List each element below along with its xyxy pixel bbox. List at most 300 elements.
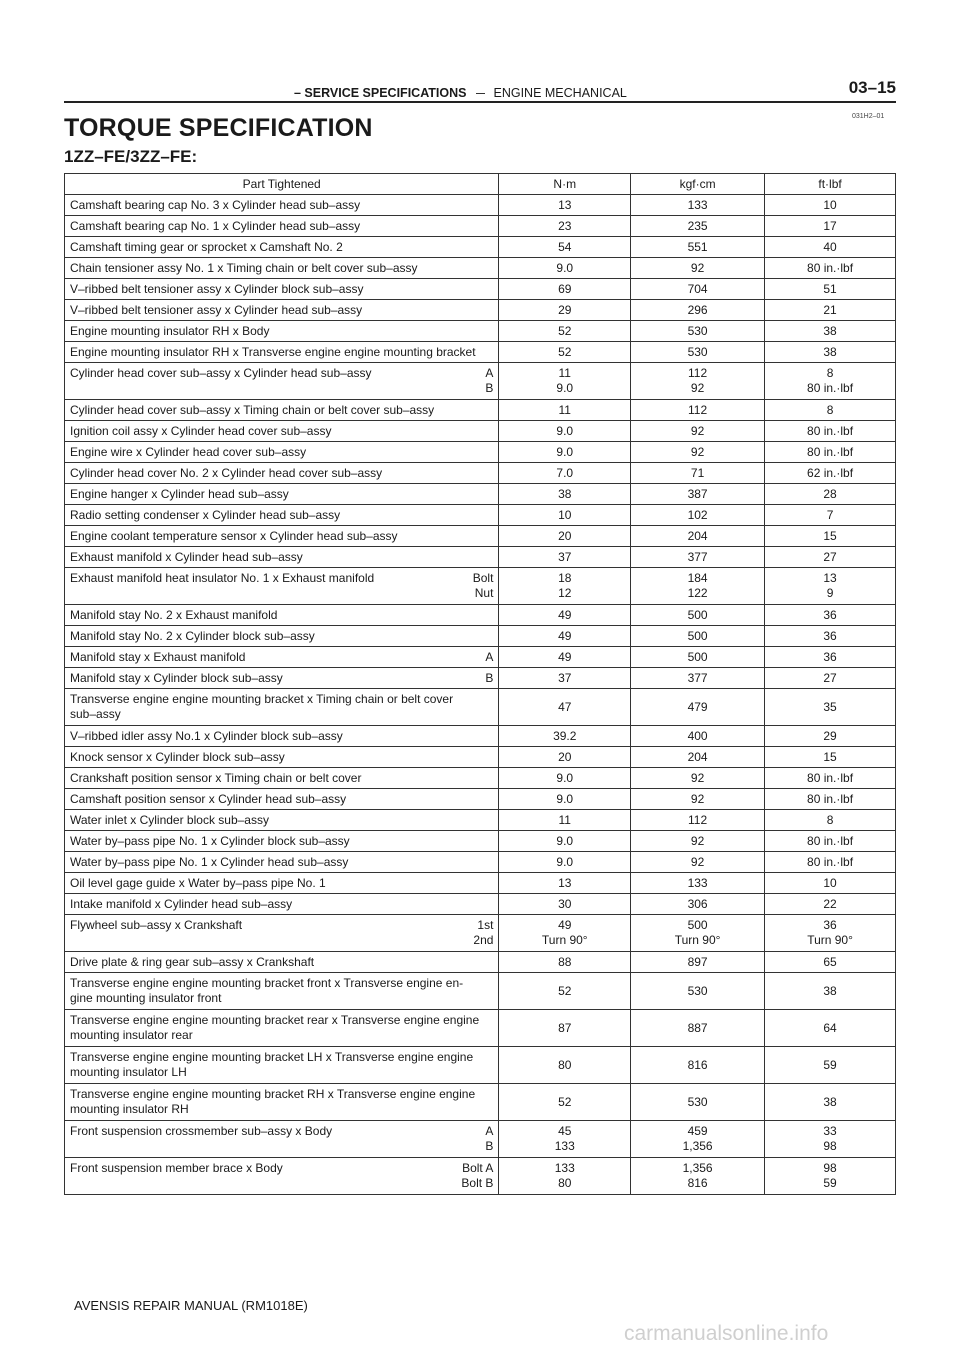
cell-ft: 80 in.·lbf — [765, 421, 896, 442]
part-label: Front suspension crossmember sub–assy x Body — [70, 1124, 333, 1138]
cell-ft: 21 — [765, 300, 896, 321]
cell-ft: 17 — [765, 216, 896, 237]
cell-kgf: 704 — [631, 279, 765, 300]
cell-nm: 133 80 — [499, 1158, 631, 1195]
part-marks: A B — [485, 366, 494, 395]
cell-part — [65, 400, 499, 421]
cell-kgf: 92 — [631, 852, 765, 873]
part-marks: 1st 2nd — [473, 918, 494, 947]
torque-table — [64, 173, 896, 1195]
cell-ft: 59 — [765, 1047, 896, 1084]
cell-ft: 65 — [765, 952, 896, 973]
cell-ft: 80 in.·lbf — [765, 852, 896, 873]
cell-ft: 8 — [765, 810, 896, 831]
cell-part — [65, 831, 499, 852]
part-cell-content — [70, 792, 493, 807]
cell-part — [65, 852, 499, 873]
cell-nm: 29 — [499, 300, 631, 321]
table-row — [65, 626, 896, 647]
part-cell-content — [70, 324, 493, 339]
cell-part — [65, 626, 499, 647]
cell-ft: 8 80 in.·lbf — [765, 363, 896, 400]
cell-part — [65, 279, 499, 300]
cell-ft: 15 — [765, 747, 896, 768]
part-label: Oil level gage guide x Water by–pass pipe No. 1 — [70, 875, 326, 890]
part-marks: B — [485, 670, 494, 685]
footer-text: AVENSIS REPAIR MANUAL (RM1018E) — [74, 1298, 308, 1313]
cell-kgf: 387 — [631, 484, 765, 505]
cell-ft: 80 in.·lbf — [765, 831, 896, 852]
table-row — [65, 915, 896, 952]
table-row — [65, 258, 896, 279]
cell-kgf: 204 — [631, 526, 765, 547]
part-label: Manifold stay No. 2 x Cylinder block sub–assy — [70, 628, 315, 643]
cell-kgf: 500 — [631, 647, 765, 668]
part-label: Engine wire x Cylinder head cover sub–assy — [70, 444, 307, 459]
cell-nm: 9.0 — [499, 789, 631, 810]
cell-nm: 18 12 — [499, 568, 631, 605]
cell-part — [65, 894, 499, 915]
cell-kgf: 816 — [631, 1047, 765, 1084]
part-label: Ignition coil assy x Cylinder head cover sub–assy — [70, 423, 332, 438]
cell-ft: 15 — [765, 526, 896, 547]
cell-part — [65, 300, 499, 321]
cell-nm: 39.2 — [499, 726, 631, 747]
table-row — [65, 363, 896, 400]
table-row — [65, 789, 896, 810]
part-cell-content — [70, 855, 493, 870]
cell-part — [65, 484, 499, 505]
part-label: Camshaft bearing cap No. 3 x Cylinder head sub–assy — [70, 197, 361, 212]
cell-ft: 51 — [765, 279, 896, 300]
part-label: Water inlet x Cylinder block sub–assy — [70, 812, 269, 827]
part-label: V–ribbed idler assy No.1 x Cylinder block sub–assy — [70, 728, 343, 743]
section-title: – SERVICE SPECIFICATIONS — [294, 86, 467, 100]
cell-kgf: 112 — [631, 810, 765, 831]
cell-kgf: 1,356 816 — [631, 1158, 765, 1195]
cell-part — [65, 873, 499, 894]
part-cell-content — [70, 629, 493, 644]
table-row — [65, 768, 896, 789]
table-row — [65, 647, 896, 668]
cell-part — [65, 747, 499, 768]
part-cell-content — [70, 303, 493, 318]
table-row — [65, 726, 896, 747]
cell-ft: 36 — [765, 605, 896, 626]
part-label: Exhaust manifold x Cylinder head sub–assy — [70, 549, 303, 564]
part-label: Intake manifold x Cylinder head sub–assy — [70, 896, 293, 911]
part-cell-content — [70, 834, 493, 849]
section-subtitle: ENGINE MECHANICAL — [493, 86, 627, 100]
cell-nm: 30 — [499, 894, 631, 915]
part-label: Water by–pass pipe No. 1 x Cylinder head sub–assy — [70, 854, 349, 869]
cell-kgf: 102 — [631, 505, 765, 526]
part-cell-content — [70, 1161, 493, 1191]
part-label: Front suspension member brace x Body — [70, 1161, 283, 1175]
part-cell-content — [70, 198, 493, 213]
cell-nm: 9.0 — [499, 831, 631, 852]
cell-ft: 98 59 — [765, 1158, 896, 1195]
part-cell-content — [70, 424, 493, 439]
cell-kgf: 296 — [631, 300, 765, 321]
part-label: Camshaft timing gear or sprocket x Camshaft No. 2 — [70, 239, 343, 254]
cell-kgf: 377 — [631, 547, 765, 568]
cell-kgf: 184 122 — [631, 568, 765, 605]
table-row — [65, 1158, 896, 1195]
part-cell-content — [70, 345, 493, 360]
cell-ft: 10 — [765, 195, 896, 216]
cell-nm: 23 — [499, 216, 631, 237]
cell-kgf: 92 — [631, 442, 765, 463]
cell-nm: 80 — [499, 1047, 631, 1084]
part-cell-content — [70, 1124, 493, 1154]
cell-part — [65, 258, 499, 279]
cell-part — [65, 363, 499, 400]
part-label: Flywheel sub–assy x Crankshaft — [70, 918, 243, 932]
part-cell-content — [70, 976, 493, 1006]
part-label: Manifold stay x Cylinder block sub–assy — [70, 670, 283, 685]
cell-nm: 37 — [499, 547, 631, 568]
part-cell-content — [70, 261, 493, 276]
cell-kgf: 92 — [631, 768, 765, 789]
part-label: Camshaft bearing cap No. 1 x Cylinder head sub–assy — [70, 218, 361, 233]
cell-kgf: 530 — [631, 321, 765, 342]
table-row — [65, 400, 896, 421]
cell-kgf: 377 — [631, 668, 765, 689]
part-cell-content — [70, 876, 493, 891]
part-label: Transverse engine engine mounting bracket x Timing chain or belt cover sub–assy — [70, 692, 454, 721]
engine-subtitle: 1ZZ–FE/3ZZ–FE: — [64, 147, 198, 166]
cell-part — [65, 568, 499, 605]
cell-part — [65, 768, 499, 789]
part-cell-content — [70, 813, 493, 828]
cell-kgf: 112 92 — [631, 363, 765, 400]
part-label: V–ribbed belt tensioner assy x Cylinder head sub–assy — [70, 302, 363, 317]
cell-ft: 22 — [765, 894, 896, 915]
part-cell-content — [70, 692, 493, 722]
table-row — [65, 873, 896, 894]
cell-nm: 20 — [499, 526, 631, 547]
header-ft: ft·lbf — [765, 174, 896, 195]
cell-kgf: 500 — [631, 626, 765, 647]
cell-ft: 36 — [765, 626, 896, 647]
cell-nm: 54 — [499, 237, 631, 258]
part-marks: Bolt A Bolt B — [461, 1161, 494, 1190]
cell-nm: 11 — [499, 810, 631, 831]
table-row — [65, 505, 896, 526]
table-row — [65, 279, 896, 300]
cell-ft: 7 — [765, 505, 896, 526]
part-cell-content — [70, 403, 493, 418]
part-label: Cylinder head cover sub–assy x Timing chain or belt cover sub–assy — [70, 402, 435, 417]
table-row — [65, 831, 896, 852]
part-label: Engine coolant temperature sensor x Cylinder head sub–assy — [70, 528, 398, 543]
page-title: TORQUE SPECIFICATION — [64, 114, 373, 142]
cell-ft: 8 — [765, 400, 896, 421]
part-label: Manifold stay No. 2 x Exhaust manifold — [70, 607, 278, 622]
cell-nm: 69 — [499, 279, 631, 300]
cell-kgf: 530 — [631, 1084, 765, 1121]
cell-part — [65, 689, 499, 726]
table-row — [65, 568, 896, 605]
cell-nm: 49 — [499, 605, 631, 626]
table-row — [65, 689, 896, 726]
table-row — [65, 1121, 896, 1158]
part-cell-content — [70, 650, 493, 665]
cell-part — [65, 526, 499, 547]
cell-nm: 10 — [499, 505, 631, 526]
cell-kgf: 112 — [631, 400, 765, 421]
cell-kgf: 133 — [631, 873, 765, 894]
table-row — [65, 195, 896, 216]
part-cell-content — [70, 240, 493, 255]
part-cell-content — [70, 955, 493, 970]
cell-part — [65, 1158, 499, 1195]
part-cell-content — [70, 219, 493, 234]
part-label: Transverse engine engine mounting bracket rear x Transverse engine engine mounting insulator rear — [70, 1013, 480, 1042]
cell-ft: 38 — [765, 321, 896, 342]
table-row — [65, 526, 896, 547]
part-label: Engine hanger x Cylinder head sub–assy — [70, 486, 289, 501]
cell-nm: 52 — [499, 342, 631, 363]
cell-nm: 49 — [499, 647, 631, 668]
cell-kgf: 500 Turn 90° — [631, 915, 765, 952]
cell-ft: 64 — [765, 1010, 896, 1047]
part-marks: Bolt Nut — [472, 571, 494, 600]
part-cell-content — [70, 729, 493, 744]
cell-kgf: 530 — [631, 342, 765, 363]
cell-part — [65, 216, 499, 237]
cell-part — [65, 1010, 499, 1047]
cell-ft: 28 — [765, 484, 896, 505]
part-cell-content — [70, 550, 493, 565]
page-number: 03–15 — [848, 78, 896, 97]
cell-kgf: 479 — [631, 689, 765, 726]
part-label: Manifold stay x Exhaust manifold — [70, 649, 246, 664]
table-row — [65, 300, 896, 321]
cell-part — [65, 726, 499, 747]
table-row — [65, 421, 896, 442]
cell-part — [65, 342, 499, 363]
cell-part — [65, 810, 499, 831]
table-row — [65, 321, 896, 342]
cell-kgf: 92 — [631, 421, 765, 442]
table-row — [65, 605, 896, 626]
cell-ft: 13 9 — [765, 568, 896, 605]
part-label: Cylinder head cover No. 2 x Cylinder head cover sub–assy — [70, 465, 383, 480]
part-cell-content — [70, 1087, 493, 1117]
cell-part — [65, 1047, 499, 1084]
part-label: Transverse engine engine mounting bracket RH x Transverse engine engine mounting insulator RH — [70, 1087, 476, 1116]
cell-nm: 52 — [499, 1084, 631, 1121]
cell-kgf: 897 — [631, 952, 765, 973]
part-label: Crankshaft position sensor x Timing chain or belt cover — [70, 770, 362, 785]
cell-nm: 7.0 — [499, 463, 631, 484]
part-cell-content — [70, 366, 493, 396]
part-cell-content — [70, 771, 493, 786]
part-cell-content — [70, 750, 493, 765]
cell-part — [65, 321, 499, 342]
cell-nm: 87 — [499, 1010, 631, 1047]
cell-kgf: 92 — [631, 831, 765, 852]
cell-kgf: 459 1,356 — [631, 1121, 765, 1158]
cell-nm: 47 — [499, 689, 631, 726]
cell-ft: 33 98 — [765, 1121, 896, 1158]
part-cell-content — [70, 466, 493, 481]
cell-nm: 11 9.0 — [499, 363, 631, 400]
cell-ft: 80 in.·lbf — [765, 789, 896, 810]
header-divider — [64, 101, 896, 103]
table-row — [65, 237, 896, 258]
cell-ft: 38 — [765, 973, 896, 1010]
table-header-row — [65, 174, 896, 195]
cell-ft: 29 — [765, 726, 896, 747]
cell-nm: 52 — [499, 973, 631, 1010]
cell-part — [65, 1121, 499, 1158]
cell-kgf: 204 — [631, 747, 765, 768]
table-row — [65, 852, 896, 873]
part-label: Drive plate & ring gear sub–assy x Crankshaft — [70, 954, 315, 969]
part-marks: A B — [485, 1124, 494, 1153]
cell-ft: 38 — [765, 1084, 896, 1121]
cell-part — [65, 647, 499, 668]
watermark: carmanualsonline.info — [624, 1322, 829, 1345]
part-label: Chain tensioner assy No. 1 x Timing chain or belt cover sub–assy — [70, 260, 418, 275]
cell-nm: 9.0 — [499, 421, 631, 442]
cell-part — [65, 973, 499, 1010]
table-row — [65, 484, 896, 505]
part-label: Transverse engine engine mounting bracket LH x Transverse engine engine mounting insulator LH — [70, 1050, 474, 1079]
cell-nm: 13 — [499, 195, 631, 216]
cell-ft: 27 — [765, 668, 896, 689]
part-label: Transverse engine engine mounting bracket front x Transverse engine en- gine mounting insulator front — [70, 976, 464, 1005]
cell-part — [65, 668, 499, 689]
cell-kgf: 235 — [631, 216, 765, 237]
part-cell-content — [70, 529, 493, 544]
part-label: Engine mounting insulator RH x Body — [70, 323, 270, 338]
part-cell-content — [70, 671, 493, 686]
cell-nm: 20 — [499, 747, 631, 768]
part-marks: A — [485, 649, 494, 664]
table-row — [65, 547, 896, 568]
cell-part — [65, 789, 499, 810]
cell-part — [65, 463, 499, 484]
table-row — [65, 810, 896, 831]
part-cell-content — [70, 487, 493, 502]
part-label: Water by–pass pipe No. 1 x Cylinder block sub–assy — [70, 833, 350, 848]
cell-part — [65, 505, 499, 526]
cell-nm: 9.0 — [499, 258, 631, 279]
cell-nm: 52 — [499, 321, 631, 342]
table-row — [65, 747, 896, 768]
cell-part — [65, 421, 499, 442]
cell-kgf: 92 — [631, 258, 765, 279]
cell-kgf: 400 — [631, 726, 765, 747]
cell-kgf: 887 — [631, 1010, 765, 1047]
cell-nm: 49 — [499, 626, 631, 647]
cell-ft: 80 in.·lbf — [765, 258, 896, 279]
cell-ft: 62 in.·lbf — [765, 463, 896, 484]
table-row — [65, 342, 896, 363]
table-row — [65, 1084, 896, 1121]
table-row — [65, 1010, 896, 1047]
table-row — [65, 1047, 896, 1084]
cell-part — [65, 442, 499, 463]
part-label: Camshaft position sensor x Cylinder head sub–assy — [70, 791, 347, 806]
cell-ft: 27 — [765, 547, 896, 568]
part-cell-content — [70, 1013, 493, 1043]
section-heading — [294, 86, 627, 100]
table-row — [65, 952, 896, 973]
cell-nm: 37 — [499, 668, 631, 689]
cell-part — [65, 547, 499, 568]
table-row — [65, 894, 896, 915]
table-row — [65, 442, 896, 463]
table-body — [65, 195, 896, 1195]
part-cell-content — [70, 508, 493, 523]
part-label: Engine mounting insulator RH x Transverse engine engine mounting bracket — [70, 344, 476, 359]
cell-nm: 49 Turn 90° — [499, 915, 631, 952]
part-cell-content — [70, 897, 493, 912]
cell-nm: 38 — [499, 484, 631, 505]
header-part: Part Tightened — [65, 174, 499, 195]
part-label: V–ribbed belt tensioner assy x Cylinder block sub–assy — [70, 281, 364, 296]
cell-ft: 10 — [765, 873, 896, 894]
table-row — [65, 216, 896, 237]
cell-kgf: 530 — [631, 973, 765, 1010]
cell-part — [65, 1084, 499, 1121]
cell-nm: 88 — [499, 952, 631, 973]
header-kgf: kgf·cm — [631, 174, 765, 195]
cell-nm: 9.0 — [499, 442, 631, 463]
cell-part — [65, 915, 499, 952]
part-label: Exhaust manifold heat insulator No. 1 x Exhaust manifold — [70, 571, 375, 585]
part-cell-content — [70, 445, 493, 460]
cell-part — [65, 195, 499, 216]
cell-kgf: 551 — [631, 237, 765, 258]
dash-icon — [476, 93, 485, 94]
part-cell-content — [70, 918, 493, 948]
cell-nm: 11 — [499, 400, 631, 421]
cell-nm: 13 — [499, 873, 631, 894]
cell-ft: 80 in.·lbf — [765, 442, 896, 463]
part-cell-content — [70, 608, 493, 623]
cell-ft: 40 — [765, 237, 896, 258]
cell-part — [65, 237, 499, 258]
table-row — [65, 668, 896, 689]
cell-part — [65, 952, 499, 973]
cell-kgf: 92 — [631, 789, 765, 810]
cell-ft: 36 Turn 90° — [765, 915, 896, 952]
cell-kgf: 500 — [631, 605, 765, 626]
cell-nm: 9.0 — [499, 852, 631, 873]
part-cell-content — [70, 571, 493, 601]
part-label: Cylinder head cover sub–assy x Cylinder head sub–assy — [70, 366, 372, 380]
header-nm: N·m — [499, 174, 631, 195]
cell-kgf: 306 — [631, 894, 765, 915]
table-row — [65, 973, 896, 1010]
cell-ft: 80 in.·lbf — [765, 768, 896, 789]
part-label: Knock sensor x Cylinder block sub–assy — [70, 749, 285, 764]
cell-nm: 45 133 — [499, 1121, 631, 1158]
part-cell-content — [70, 282, 493, 297]
cell-nm: 9.0 — [499, 768, 631, 789]
cell-ft: 35 — [765, 689, 896, 726]
document-code: 031H2–01 — [852, 113, 885, 120]
cell-ft: 38 — [765, 342, 896, 363]
cell-kgf: 133 — [631, 195, 765, 216]
cell-ft: 36 — [765, 647, 896, 668]
